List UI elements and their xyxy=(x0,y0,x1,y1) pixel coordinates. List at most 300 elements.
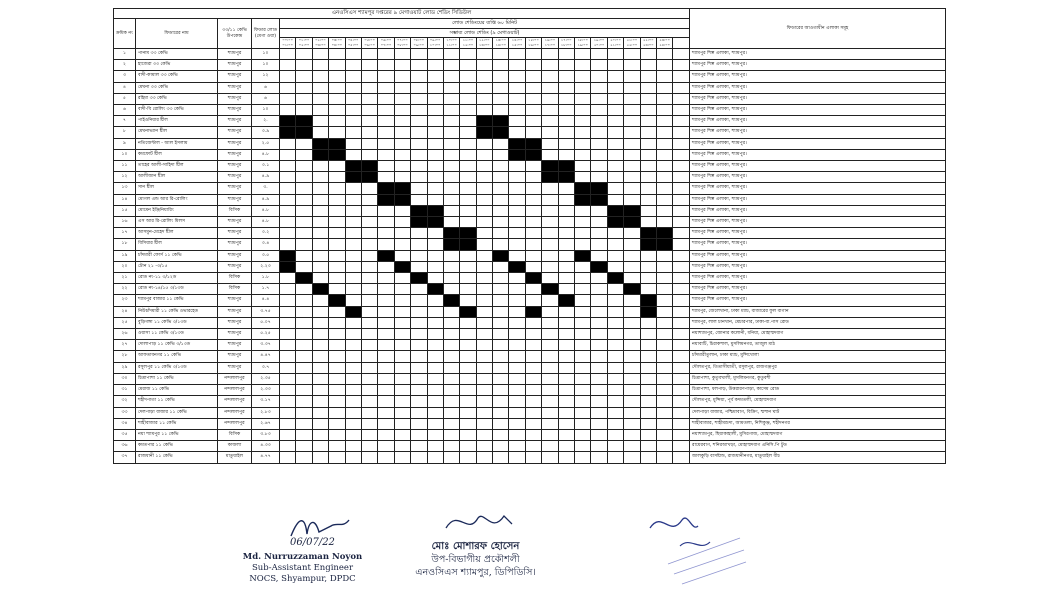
shedding-slot xyxy=(378,149,394,160)
shedding-slot xyxy=(460,418,476,429)
shedding-slot xyxy=(443,82,459,93)
shedding-slot xyxy=(460,429,476,440)
shedding-slot xyxy=(476,284,492,295)
shedding-slot xyxy=(280,429,296,440)
shedding-slot xyxy=(607,407,623,418)
shedding-slot xyxy=(378,441,394,452)
row-serial: ২৪ xyxy=(114,306,136,317)
shedding-slot xyxy=(411,385,427,396)
row-load: ১০ xyxy=(252,60,280,71)
shedding-slot xyxy=(575,407,591,418)
shedding-slot xyxy=(493,161,509,172)
shedding-slot xyxy=(443,441,459,452)
row-load: ৩.৭ xyxy=(252,362,280,373)
shedding-slot xyxy=(476,239,492,250)
time-slot-start: ২০:০০ xyxy=(610,38,621,43)
shedding-slot xyxy=(378,217,394,228)
shedding-slot xyxy=(558,306,574,317)
time-slot-end: ০৯:০০ xyxy=(413,43,425,47)
time-slot-header xyxy=(345,38,361,49)
shedding-slot xyxy=(656,71,672,82)
shedding-slot xyxy=(607,138,623,149)
row-area: শ্যামপুর শিল্প এলাকা, শ্যামপুর। xyxy=(690,116,946,127)
time-slot-header xyxy=(394,38,410,49)
shedding-slot xyxy=(476,441,492,452)
shedding-slot xyxy=(591,49,607,60)
shedding-slot xyxy=(509,116,525,127)
shedding-slot-active xyxy=(591,261,607,272)
shedding-slot xyxy=(607,373,623,384)
shedding-slot xyxy=(607,317,623,328)
shedding-slot xyxy=(673,396,690,407)
shedding-slot xyxy=(427,396,443,407)
shedding-slot xyxy=(345,452,361,463)
shedding-slot xyxy=(542,250,558,261)
shedding-slot xyxy=(640,362,656,373)
shedding-slot xyxy=(329,205,345,216)
shedding-slot xyxy=(656,250,672,261)
shedding-slot xyxy=(296,340,312,351)
row-area: চিত্রাপাশা, ধলপাড়, উত্তরারণপাড়া, কাসেম রোড xyxy=(690,385,946,396)
shedding-slot xyxy=(656,127,672,138)
row-load: ৩.৪ xyxy=(252,239,280,250)
shedding-slot xyxy=(460,284,476,295)
row-substation: শ্যামপুর xyxy=(218,105,252,116)
load-shedding-schedule xyxy=(113,8,945,464)
row-area: নয়াশ্যামপুর, ছিয়াকাহালী, মুসিরগাজ, মোহাম্মদবাগ xyxy=(690,429,946,440)
row-area: শ্যামপুর শিল্প এলাকা, শ্যামপুর। xyxy=(690,228,946,239)
time-slot-end: ১০:০০ xyxy=(429,43,441,47)
shedding-slot xyxy=(329,49,345,60)
shedding-slot xyxy=(591,60,607,71)
shedding-slot xyxy=(624,127,640,138)
shedding-slot xyxy=(460,60,476,71)
shedding-slot-active xyxy=(493,116,509,127)
shedding-slot xyxy=(361,49,377,60)
shedding-slot xyxy=(378,396,394,407)
shedding-slot xyxy=(624,93,640,104)
shedding-slot xyxy=(411,250,427,261)
shedding-slot xyxy=(378,351,394,362)
shedding-slot xyxy=(558,60,574,71)
shedding-slot xyxy=(656,194,672,205)
shedding-slot xyxy=(312,441,328,452)
shedding-slot xyxy=(558,441,574,452)
shedding-slot xyxy=(493,295,509,306)
shedding-slot xyxy=(394,71,410,82)
shedding-slot xyxy=(591,138,607,149)
shedding-slot xyxy=(624,261,640,272)
shedding-slot xyxy=(329,194,345,205)
row-load: ২.৩৩ xyxy=(252,385,280,396)
shedding-slot xyxy=(345,183,361,194)
shedding-slot xyxy=(640,396,656,407)
shedding-slot-active xyxy=(542,172,558,183)
shedding-slot xyxy=(542,429,558,440)
shedding-slot xyxy=(624,273,640,284)
shedding-slot xyxy=(427,93,443,104)
shedding-slot xyxy=(558,407,574,418)
shedding-slot xyxy=(427,407,443,418)
shedding-slot xyxy=(411,239,427,250)
shedding-slot xyxy=(493,239,509,250)
shedding-slot xyxy=(493,49,509,60)
shedding-slot xyxy=(427,329,443,340)
shedding-slot xyxy=(591,295,607,306)
shedding-slot xyxy=(443,194,459,205)
shedding-slot xyxy=(656,93,672,104)
shedding-slot xyxy=(656,105,672,116)
shedding-slot xyxy=(591,71,607,82)
shedding-slot xyxy=(411,351,427,362)
shedding-slot xyxy=(542,93,558,104)
shedding-slot xyxy=(378,273,394,284)
shedding-slot xyxy=(640,205,656,216)
shedding-slot xyxy=(673,385,690,396)
shedding-slot-active xyxy=(607,205,623,216)
shedding-slot xyxy=(591,228,607,239)
shedding-slot xyxy=(493,82,509,93)
row-substation: শ্যামপুর xyxy=(218,340,252,351)
shedding-slot xyxy=(525,183,541,194)
shedding-slot xyxy=(443,116,459,127)
time-slot-header xyxy=(427,38,443,49)
shedding-slot xyxy=(296,396,312,407)
shedding-slot-active xyxy=(640,228,656,239)
shedding-slot xyxy=(312,205,328,216)
shedding-slot xyxy=(378,161,394,172)
row-substation: শ্যামপুর xyxy=(218,127,252,138)
shedding-slot xyxy=(542,82,558,93)
shedding-slot xyxy=(525,239,541,250)
table-row xyxy=(114,105,946,116)
shedding-slot xyxy=(476,194,492,205)
shedding-slot xyxy=(443,261,459,272)
shedding-slot xyxy=(280,351,296,362)
shedding-slot xyxy=(476,329,492,340)
shedding-slot-active xyxy=(394,183,410,194)
shedding-slot xyxy=(656,429,672,440)
shedding-slot xyxy=(394,93,410,104)
shedding-slot xyxy=(673,407,690,418)
shedding-slot xyxy=(575,116,591,127)
time-slot-end: ২৪:০০ xyxy=(659,43,670,47)
row-area: শ্যামপুর শিল্প এলাকা, শ্যামপুর। xyxy=(690,250,946,261)
shedding-slot xyxy=(509,317,525,328)
row-load: ৩.৮৩ xyxy=(252,429,280,440)
header-load: ফিডার লোড (মেগা ওয়া) xyxy=(252,19,280,49)
shedding-slot xyxy=(542,441,558,452)
shedding-slot xyxy=(443,452,459,463)
shedding-slot xyxy=(493,351,509,362)
shedding-slot xyxy=(329,161,345,172)
shedding-slot xyxy=(607,127,623,138)
shedding-slot xyxy=(673,217,690,228)
row-area: শ্যামপুর শিল্প এলাকা, শ্যামপুর। xyxy=(690,71,946,82)
shedding-slot xyxy=(378,172,394,183)
row-substation: শ্যামপুর xyxy=(218,93,252,104)
shedding-slot xyxy=(558,82,574,93)
shedding-slot xyxy=(525,71,541,82)
table-row xyxy=(114,385,946,396)
shedding-slot xyxy=(427,183,443,194)
shedding-slot xyxy=(394,239,410,250)
shedding-slot-active xyxy=(509,261,525,272)
shedding-slot xyxy=(673,149,690,160)
shedding-slot xyxy=(607,239,623,250)
shedding-slot xyxy=(460,340,476,351)
row-serial: ২৫ xyxy=(114,317,136,328)
time-slot-start: ১৩:০০ xyxy=(495,38,507,43)
shedding-slot xyxy=(460,49,476,60)
shedding-slot xyxy=(296,205,312,216)
shedding-slot xyxy=(607,228,623,239)
row-load: ২.৩৫ xyxy=(252,373,280,384)
shedding-slot xyxy=(361,116,377,127)
shedding-slot xyxy=(378,340,394,351)
row-substation: শ্যামপুর xyxy=(218,71,252,82)
shedding-slot xyxy=(378,49,394,60)
shedding-slot xyxy=(443,60,459,71)
shedding-slot xyxy=(624,105,640,116)
shedding-slot xyxy=(607,385,623,396)
row-load: ৪.৪৭ xyxy=(252,351,280,362)
table-row xyxy=(114,273,946,284)
shedding-slot xyxy=(476,418,492,429)
shedding-slot xyxy=(673,205,690,216)
shedding-slot xyxy=(411,306,427,317)
shedding-slot xyxy=(361,239,377,250)
shedding-slot xyxy=(427,362,443,373)
row-serial: ৩৭ xyxy=(114,452,136,463)
shedding-slot-active xyxy=(411,205,427,216)
shedding-slot xyxy=(312,194,328,205)
shedding-slot xyxy=(673,93,690,104)
schedule-table xyxy=(113,8,946,464)
shedding-slot xyxy=(624,452,640,463)
shedding-slot xyxy=(476,351,492,362)
shedding-slot xyxy=(345,273,361,284)
row-feeder-name: হাজেরা ৩৩ কেভি xyxy=(136,60,218,71)
shedding-slot xyxy=(558,149,574,160)
shedding-slot xyxy=(296,161,312,172)
shedding-slot xyxy=(280,385,296,396)
shedding-slot xyxy=(427,306,443,317)
shedding-slot xyxy=(443,329,459,340)
shedding-slot xyxy=(575,161,591,172)
shedding-slot xyxy=(280,183,296,194)
shedding-slot xyxy=(509,183,525,194)
shedding-slot xyxy=(509,239,525,250)
row-serial: ৩৩ xyxy=(114,407,136,418)
shedding-slot xyxy=(656,373,672,384)
shedding-slot xyxy=(427,161,443,172)
time-slot-header xyxy=(558,38,574,49)
shedding-slot xyxy=(656,441,672,452)
shedding-slot xyxy=(329,228,345,239)
shedding-slot-active xyxy=(378,194,394,205)
shedding-slot xyxy=(296,105,312,116)
shedding-slot xyxy=(361,441,377,452)
shedding-slot xyxy=(296,71,312,82)
row-area: শ্যামপুর শিল্প এলাকা, শ্যামপুর। xyxy=(690,205,946,216)
row-load: ১২ xyxy=(252,71,280,82)
shedding-slot xyxy=(509,194,525,205)
shedding-slot xyxy=(525,385,541,396)
shedding-slot xyxy=(280,396,296,407)
shedding-slot xyxy=(411,149,427,160)
shedding-slot xyxy=(656,407,672,418)
shedding-slot xyxy=(493,261,509,272)
shedding-slot xyxy=(558,329,574,340)
row-area: দৌলতপুর, তিতাসীয়াতী, রসুলপুর, রাজগঞ্জপুর xyxy=(690,362,946,373)
time-slot-header xyxy=(411,38,427,49)
shedding-slot xyxy=(411,407,427,418)
shedding-slot xyxy=(525,373,541,384)
row-substation: মাতুয়াইল xyxy=(218,452,252,463)
shedding-slot-active xyxy=(394,194,410,205)
shedding-slot xyxy=(378,295,394,306)
shedding-slot-active xyxy=(607,273,623,284)
shedding-slot xyxy=(345,295,361,306)
row-feeder-name: টোন ২১ -৩/১৫ xyxy=(136,261,218,272)
time-slot-start: ০৯:০০ xyxy=(429,38,441,43)
time-slot-header xyxy=(329,38,345,49)
table-row xyxy=(114,452,946,463)
shedding-slot xyxy=(640,250,656,261)
shedding-slot xyxy=(607,250,623,261)
shedding-slot xyxy=(329,418,345,429)
shedding-slot xyxy=(656,217,672,228)
shedding-slot xyxy=(476,82,492,93)
shedding-slot-active xyxy=(493,250,509,261)
row-serial: ৩৪ xyxy=(114,418,136,429)
shedding-slot xyxy=(329,306,345,317)
shedding-slot xyxy=(460,217,476,228)
shedding-slot xyxy=(378,60,394,71)
shedding-slot xyxy=(558,396,574,407)
shedding-slot xyxy=(329,127,345,138)
shedding-slot xyxy=(312,239,328,250)
shedding-slot-active xyxy=(542,161,558,172)
shedding-slot xyxy=(476,385,492,396)
shedding-slot xyxy=(280,295,296,306)
shedding-slot xyxy=(361,385,377,396)
shedding-slot xyxy=(460,127,476,138)
row-area: শ্যামপুর শিল্প এলাকা, শ্যামপুর। xyxy=(690,161,946,172)
shedding-slot xyxy=(427,127,443,138)
shedding-slot xyxy=(427,273,443,284)
shedding-slot xyxy=(509,373,525,384)
shedding-slot xyxy=(329,93,345,104)
shedding-slot xyxy=(624,194,640,205)
shedding-slot xyxy=(312,295,328,306)
shedding-slot xyxy=(361,194,377,205)
time-slot-header-blank xyxy=(673,38,690,49)
shedding-slot xyxy=(558,217,574,228)
shedding-slot xyxy=(640,105,656,116)
header-substation: ৩৩/১১ কেভি উপকেন্দ্র xyxy=(218,19,252,49)
shedding-slot xyxy=(443,351,459,362)
shedding-slot xyxy=(329,385,345,396)
shedding-slot xyxy=(443,317,459,328)
shedding-slot xyxy=(312,351,328,362)
shedding-slot xyxy=(394,441,410,452)
shedding-slot xyxy=(640,194,656,205)
time-slot-start: ২২:০০ xyxy=(643,38,654,43)
row-feeder-name: শ্যামপুর বাজার ১১ কেভি xyxy=(136,295,218,306)
shedding-slot xyxy=(591,373,607,384)
shedding-slot xyxy=(591,396,607,407)
time-slot-start: ১৭:০০ xyxy=(561,38,572,43)
row-feeder-name: রহিমা ৩৩ কেভি xyxy=(136,93,218,104)
shedding-slot xyxy=(624,373,640,384)
signature-mark-center xyxy=(438,508,518,540)
shedding-slot xyxy=(591,340,607,351)
shedding-slot xyxy=(591,217,607,228)
table-row xyxy=(114,228,946,239)
shedding-slot xyxy=(558,127,574,138)
shedding-slot xyxy=(312,49,328,60)
shedding-slot xyxy=(460,250,476,261)
shedding-slot xyxy=(607,284,623,295)
shedding-slot xyxy=(525,261,541,272)
shedding-slot xyxy=(460,149,476,160)
shedding-slot xyxy=(411,452,427,463)
shedding-slot xyxy=(361,82,377,93)
shedding-slot xyxy=(542,295,558,306)
signer-name-left: Md. Nurruzzaman Noyon xyxy=(242,552,363,562)
row-substation: বিসিক xyxy=(218,284,252,295)
shedding-slot xyxy=(296,49,312,60)
shedding-slot xyxy=(673,172,690,183)
row-feeder-name: পানাম ৩৩ কেভি xyxy=(136,49,218,60)
shedding-slot-active xyxy=(296,273,312,284)
row-load: ১০ xyxy=(252,49,280,60)
time-slot-start: ২১:০০ xyxy=(626,38,638,43)
shedding-slot xyxy=(624,116,640,127)
shedding-slot xyxy=(394,385,410,396)
shedding-slot xyxy=(378,329,394,340)
shedding-slot xyxy=(296,239,312,250)
shedding-slot xyxy=(575,82,591,93)
time-slot-header xyxy=(591,38,607,49)
shedding-slot xyxy=(476,317,492,328)
subtitle-slots: সম্ভাব্য লোড শেডিং (৯ মেগাওয়াট) xyxy=(280,28,690,38)
table-row xyxy=(114,317,946,328)
shedding-slot xyxy=(411,183,427,194)
shedding-slot xyxy=(525,407,541,418)
shedding-slot xyxy=(542,317,558,328)
shedding-slot xyxy=(493,418,509,429)
shedding-slot xyxy=(656,340,672,351)
shedding-slot xyxy=(443,373,459,384)
shedding-slot xyxy=(525,60,541,71)
shedding-slot xyxy=(493,317,509,328)
row-serial: ২১ xyxy=(114,273,136,284)
row-substation: বিসিক xyxy=(218,205,252,216)
shedding-slot xyxy=(656,205,672,216)
shedding-slot xyxy=(394,418,410,429)
row-feeder-name: সান ষ্টীল xyxy=(136,183,218,194)
shedding-slot xyxy=(394,149,410,160)
shedding-slot xyxy=(394,217,410,228)
shedding-slot xyxy=(607,60,623,71)
time-slot-header xyxy=(476,38,492,49)
time-slot-end: ১৮:০০ xyxy=(561,43,572,47)
shedding-slot-active xyxy=(443,239,459,250)
shedding-slot xyxy=(345,82,361,93)
